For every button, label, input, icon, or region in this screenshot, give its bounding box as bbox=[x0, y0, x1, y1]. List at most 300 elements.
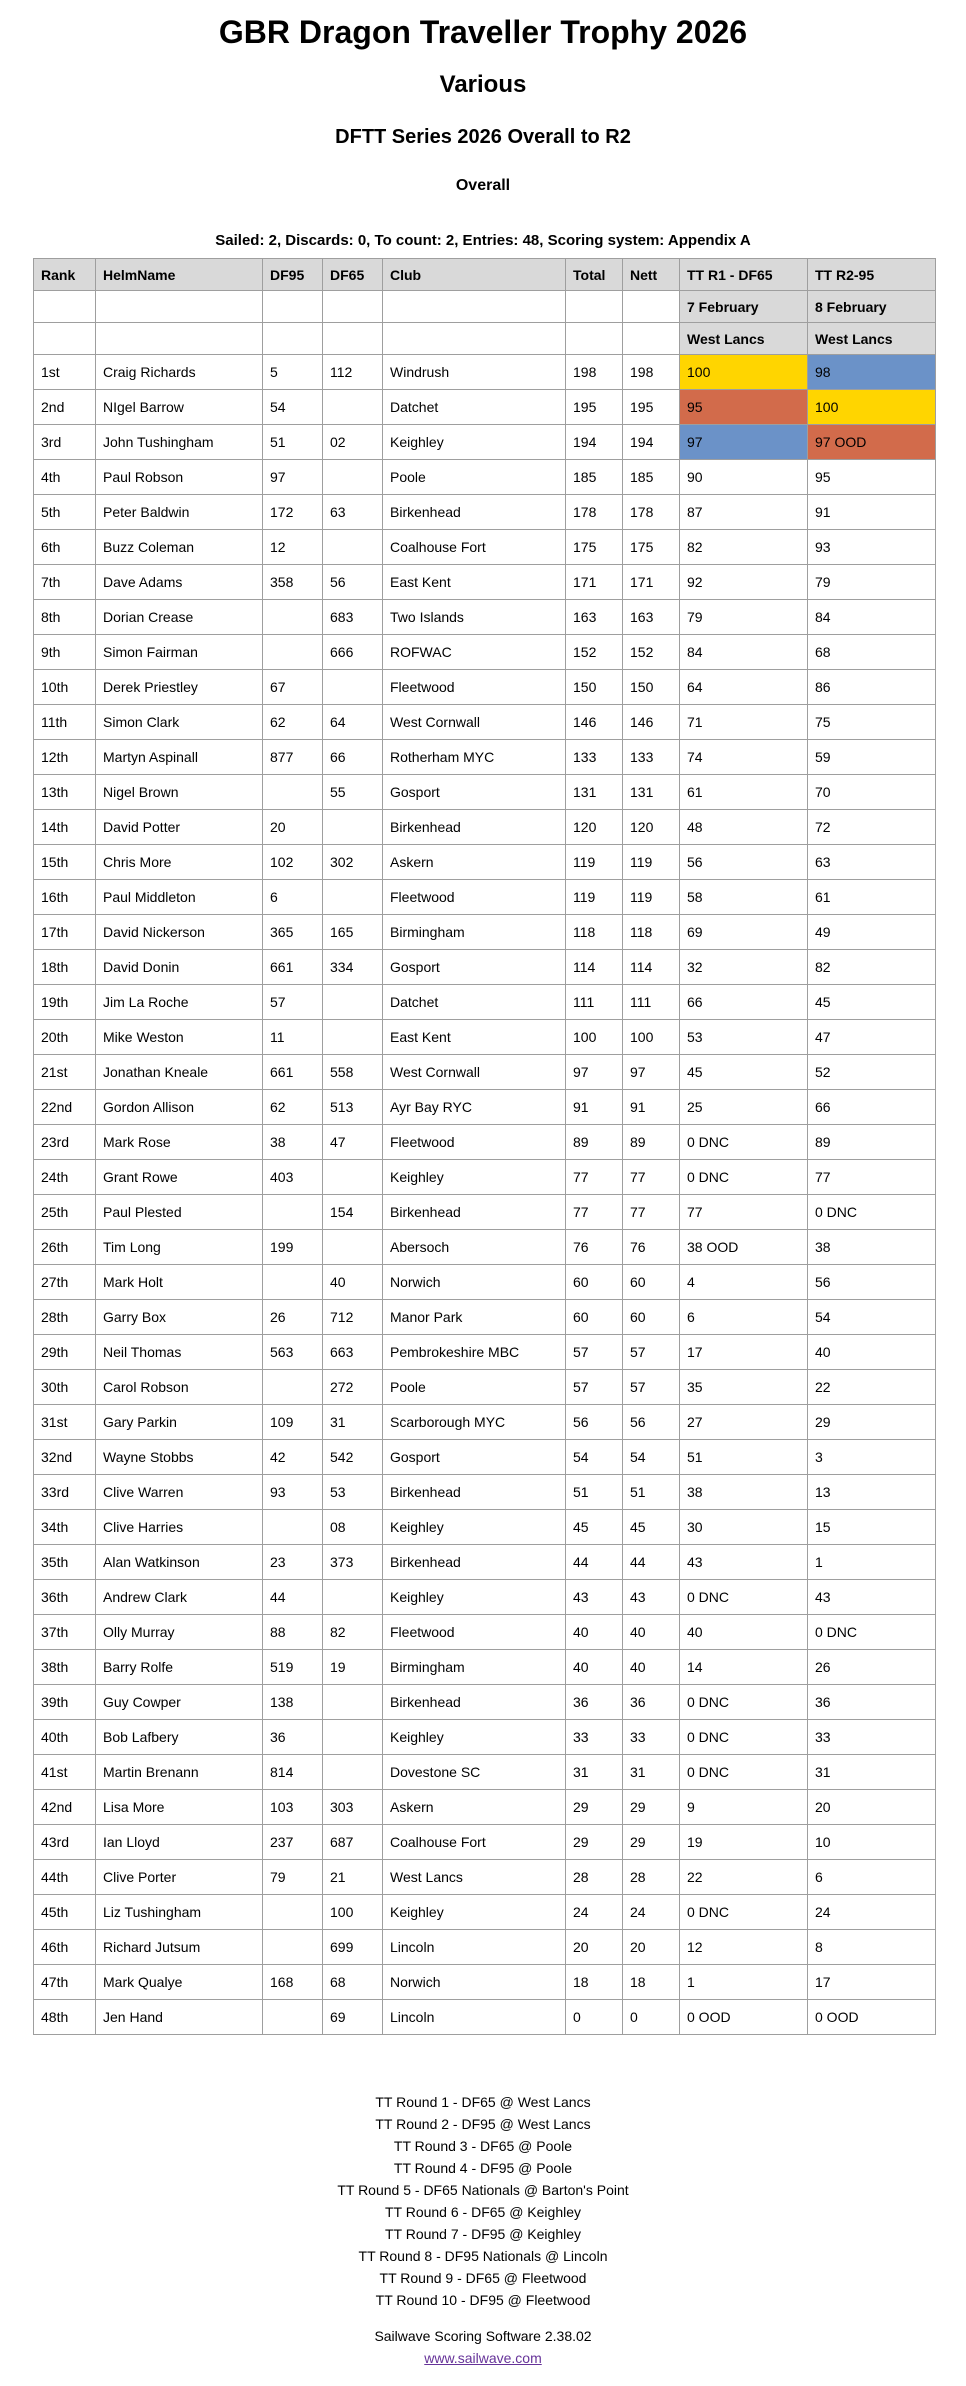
club-cell: Birmingham bbox=[383, 915, 566, 950]
race2-score-cell: 22 bbox=[808, 1370, 936, 1405]
club-cell: ROFWAC bbox=[383, 635, 566, 670]
df65-sail-number-cell: 64 bbox=[323, 705, 383, 740]
total-points-cell: 60 bbox=[566, 1300, 623, 1335]
total-points-cell: 171 bbox=[566, 565, 623, 600]
round-line: TT Round 9 - DF65 @ Fleetwood bbox=[379, 2270, 587, 2286]
race2-score-cell: 33 bbox=[808, 1720, 936, 1755]
total-points-cell: 77 bbox=[566, 1160, 623, 1195]
club-cell: Dovestone SC bbox=[383, 1755, 566, 1790]
race-venue-row bbox=[34, 323, 936, 355]
race2-score-cell: 95 bbox=[808, 460, 936, 495]
club-cell: East Kent bbox=[383, 565, 566, 600]
race2-score-cell: 3 bbox=[808, 1440, 936, 1475]
total-points-cell: 76 bbox=[566, 1230, 623, 1265]
result-row bbox=[34, 635, 936, 670]
race1-score-cell: 0 DNC bbox=[680, 1685, 808, 1720]
df95-sail-number-cell: 814 bbox=[263, 1755, 323, 1790]
race1-score-cell: 56 bbox=[680, 845, 808, 880]
helm-name-cell: Wayne Stobbs bbox=[96, 1440, 263, 1475]
total-points-cell: 54 bbox=[566, 1440, 623, 1475]
result-row bbox=[34, 530, 936, 565]
df65-sail-number-cell: 513 bbox=[323, 1090, 383, 1125]
nett-points-cell: 29 bbox=[623, 1825, 680, 1860]
nett-points-cell: 100 bbox=[623, 1020, 680, 1055]
empty-cell bbox=[323, 291, 383, 323]
total-points-cell: 150 bbox=[566, 670, 623, 705]
rank-cell: 45th bbox=[34, 1895, 96, 1930]
race1-score-cell: 40 bbox=[680, 1615, 808, 1650]
nett-points-cell: 195 bbox=[623, 390, 680, 425]
empty-cell bbox=[96, 323, 263, 355]
total-points-cell: 29 bbox=[566, 1790, 623, 1825]
race2-score-cell: 82 bbox=[808, 950, 936, 985]
round-line: TT Round 5 - DF65 Nationals @ Barton's Point bbox=[337, 2182, 629, 2198]
race1-score-cell: 77 bbox=[680, 1195, 808, 1230]
total-points-cell: 51 bbox=[566, 1475, 623, 1510]
race2-score-cell: 45 bbox=[808, 985, 936, 1020]
df95-sail-number-cell: 20 bbox=[263, 810, 323, 845]
helm-name-cell: Jen Hand bbox=[96, 2000, 263, 2035]
race1-score-cell: 71 bbox=[680, 705, 808, 740]
helm-name-cell: Richard Jutsum bbox=[96, 1930, 263, 1965]
df95-sail-number-cell: 199 bbox=[263, 1230, 323, 1265]
df95-sail-number-cell bbox=[263, 1930, 323, 1965]
result-row bbox=[34, 985, 936, 1020]
rank-cell: 18th bbox=[34, 950, 96, 985]
result-row bbox=[34, 460, 936, 495]
nett-points-cell: 120 bbox=[623, 810, 680, 845]
rank-cell: 6th bbox=[34, 530, 96, 565]
race1-score-cell: 43 bbox=[680, 1545, 808, 1580]
race1-score-cell: 0 DNC bbox=[680, 1895, 808, 1930]
race1-score-cell: 100 bbox=[680, 355, 808, 390]
nett-points-cell: 111 bbox=[623, 985, 680, 1020]
col-header-nett: Nett bbox=[623, 259, 680, 291]
race1-score-cell: 0 DNC bbox=[680, 1580, 808, 1615]
race2-score-cell: 89 bbox=[808, 1125, 936, 1160]
helm-name-cell: Buzz Coleman bbox=[96, 530, 263, 565]
race2-score-cell: 0 DNC bbox=[808, 1195, 936, 1230]
total-points-cell: 36 bbox=[566, 1685, 623, 1720]
df65-sail-number-cell: 272 bbox=[323, 1370, 383, 1405]
df95-sail-number-cell: 42 bbox=[263, 1440, 323, 1475]
result-row bbox=[34, 1440, 936, 1475]
df65-sail-number-cell bbox=[323, 460, 383, 495]
df65-sail-number-cell: 63 bbox=[323, 495, 383, 530]
rank-cell: 26th bbox=[34, 1230, 96, 1265]
result-row bbox=[34, 1090, 936, 1125]
round-line: TT Round 8 - DF95 Nationals @ Lincoln bbox=[358, 2248, 608, 2264]
df95-sail-number-cell: 44 bbox=[263, 1580, 323, 1615]
race1-score-cell: 95 bbox=[680, 390, 808, 425]
df95-sail-number-cell: 6 bbox=[263, 880, 323, 915]
nett-points-cell: 163 bbox=[623, 600, 680, 635]
race1-score-cell: 14 bbox=[680, 1650, 808, 1685]
total-points-cell: 146 bbox=[566, 705, 623, 740]
race2-score-cell: 31 bbox=[808, 1755, 936, 1790]
total-points-cell: 118 bbox=[566, 915, 623, 950]
total-points-cell: 20 bbox=[566, 1930, 623, 1965]
helm-name-cell: Craig Richards bbox=[96, 355, 263, 390]
helm-name-cell: Lisa More bbox=[96, 1790, 263, 1825]
df95-sail-number-cell: 358 bbox=[263, 565, 323, 600]
helm-name-cell: Grant Rowe bbox=[96, 1160, 263, 1195]
helm-name-cell: Alan Watkinson bbox=[96, 1545, 263, 1580]
helm-name-cell: Clive Warren bbox=[96, 1475, 263, 1510]
helm-name-cell: Neil Thomas bbox=[96, 1335, 263, 1370]
nett-points-cell: 20 bbox=[623, 1930, 680, 1965]
df95-sail-number-cell bbox=[263, 1895, 323, 1930]
event-title: GBR Dragon Traveller Trophy 2026 bbox=[218, 14, 748, 50]
club-cell: Rotherham MYC bbox=[383, 740, 566, 775]
club-cell: Keighley bbox=[383, 1580, 566, 1615]
rank-cell: 20th bbox=[34, 1020, 96, 1055]
club-cell: Ayr Bay RYC bbox=[383, 1090, 566, 1125]
rank-cell: 25th bbox=[34, 1195, 96, 1230]
club-cell: Datchet bbox=[383, 390, 566, 425]
helm-name-cell: Mark Holt bbox=[96, 1265, 263, 1300]
rank-cell: 10th bbox=[34, 670, 96, 705]
club-cell: Poole bbox=[383, 1370, 566, 1405]
helm-name-cell: Chris More bbox=[96, 845, 263, 880]
race2-score-cell: 24 bbox=[808, 1895, 936, 1930]
nett-points-cell: 56 bbox=[623, 1405, 680, 1440]
empty-cell bbox=[566, 291, 623, 323]
col-header-race1: TT R1 - DF65 bbox=[680, 259, 808, 291]
helm-name-cell: Dave Adams bbox=[96, 565, 263, 600]
result-row bbox=[34, 1055, 936, 1090]
club-cell: Keighley bbox=[383, 1895, 566, 1930]
club-cell: Gosport bbox=[383, 775, 566, 810]
df65-sail-number-cell: 100 bbox=[323, 1895, 383, 1930]
nett-points-cell: 18 bbox=[623, 1965, 680, 2000]
rank-cell: 13th bbox=[34, 775, 96, 810]
helm-name-cell: John Tushingham bbox=[96, 425, 263, 460]
race1-score-cell: 19 bbox=[680, 1825, 808, 1860]
rank-cell: 38th bbox=[34, 1650, 96, 1685]
result-row bbox=[34, 600, 936, 635]
nett-points-cell: 175 bbox=[623, 530, 680, 565]
total-points-cell: 57 bbox=[566, 1370, 623, 1405]
club-cell: West Lancs bbox=[383, 1860, 566, 1895]
df65-sail-number-cell: 303 bbox=[323, 1790, 383, 1825]
result-row bbox=[34, 1685, 936, 1720]
rank-cell: 35th bbox=[34, 1545, 96, 1580]
result-row bbox=[34, 880, 936, 915]
df95-sail-number-cell: 93 bbox=[263, 1475, 323, 1510]
club-cell: Pembrokeshire MBC bbox=[383, 1335, 566, 1370]
helm-name-cell: Dorian Crease bbox=[96, 600, 263, 635]
club-cell: Coalhouse Fort bbox=[383, 530, 566, 565]
total-points-cell: 43 bbox=[566, 1580, 623, 1615]
helm-name-cell: David Potter bbox=[96, 810, 263, 845]
race1-score-cell: 61 bbox=[680, 775, 808, 810]
club-cell: Keighley bbox=[383, 1160, 566, 1195]
nett-points-cell: 146 bbox=[623, 705, 680, 740]
nett-points-cell: 118 bbox=[623, 915, 680, 950]
result-row bbox=[34, 1475, 936, 1510]
df65-sail-number-cell bbox=[323, 1160, 383, 1195]
result-row bbox=[34, 1020, 936, 1055]
df95-sail-number-cell bbox=[263, 1265, 323, 1300]
race1-venue: West Lancs bbox=[680, 323, 808, 355]
club-cell: Keighley bbox=[383, 425, 566, 460]
race1-score-cell: 38 bbox=[680, 1475, 808, 1510]
result-row bbox=[34, 1580, 936, 1615]
df65-sail-number-cell: 08 bbox=[323, 1510, 383, 1545]
result-row bbox=[34, 1825, 936, 1860]
df95-sail-number-cell: 11 bbox=[263, 1020, 323, 1055]
df95-sail-number-cell bbox=[263, 1195, 323, 1230]
race2-score-cell: 66 bbox=[808, 1090, 936, 1125]
df65-sail-number-cell bbox=[323, 810, 383, 845]
race1-score-cell: 69 bbox=[680, 915, 808, 950]
helm-name-cell: Clive Porter bbox=[96, 1860, 263, 1895]
page-header bbox=[0, 0, 966, 250]
race2-score-cell: 47 bbox=[808, 1020, 936, 1055]
nett-points-cell: 114 bbox=[623, 950, 680, 985]
helm-name-cell: Carol Robson bbox=[96, 1370, 263, 1405]
df95-sail-number-cell: 403 bbox=[263, 1160, 323, 1195]
result-row bbox=[34, 390, 936, 425]
total-points-cell: 44 bbox=[566, 1545, 623, 1580]
helm-name-cell: Gary Parkin bbox=[96, 1405, 263, 1440]
result-row bbox=[34, 425, 936, 460]
df65-sail-number-cell: 154 bbox=[323, 1195, 383, 1230]
nett-points-cell: 178 bbox=[623, 495, 680, 530]
rank-cell: 32nd bbox=[34, 1440, 96, 1475]
rank-cell: 16th bbox=[34, 880, 96, 915]
df65-sail-number-cell: 19 bbox=[323, 1650, 383, 1685]
race2-score-cell: 17 bbox=[808, 1965, 936, 2000]
race1-score-cell: 0 DNC bbox=[680, 1160, 808, 1195]
nett-points-cell: 198 bbox=[623, 355, 680, 390]
club-cell: Birkenhead bbox=[383, 810, 566, 845]
club-cell: Askern bbox=[383, 1790, 566, 1825]
nett-points-cell: 33 bbox=[623, 1720, 680, 1755]
nett-points-cell: 119 bbox=[623, 845, 680, 880]
df65-sail-number-cell: 53 bbox=[323, 1475, 383, 1510]
df95-sail-number-cell: 51 bbox=[263, 425, 323, 460]
race1-score-cell: 84 bbox=[680, 635, 808, 670]
df65-sail-number-cell: 40 bbox=[323, 1265, 383, 1300]
total-points-cell: 111 bbox=[566, 985, 623, 1020]
df65-sail-number-cell: 31 bbox=[323, 1405, 383, 1440]
club-cell: Fleetwood bbox=[383, 880, 566, 915]
helm-name-cell: David Nickerson bbox=[96, 915, 263, 950]
df65-sail-number-cell: 82 bbox=[323, 1615, 383, 1650]
rank-cell: 47th bbox=[34, 1965, 96, 2000]
total-points-cell: 40 bbox=[566, 1650, 623, 1685]
result-row bbox=[34, 915, 936, 950]
rank-cell: 29th bbox=[34, 1335, 96, 1370]
df65-sail-number-cell: 56 bbox=[323, 565, 383, 600]
result-row bbox=[34, 1755, 936, 1790]
empty-cell bbox=[34, 323, 96, 355]
race1-score-cell: 48 bbox=[680, 810, 808, 845]
df65-sail-number-cell: 165 bbox=[323, 915, 383, 950]
df65-sail-number-cell: 68 bbox=[323, 1965, 383, 2000]
total-points-cell: 195 bbox=[566, 390, 623, 425]
col-header-race2: TT R2-95 bbox=[808, 259, 936, 291]
club-cell: Norwich bbox=[383, 1965, 566, 2000]
helm-name-cell: Guy Cowper bbox=[96, 1685, 263, 1720]
nett-points-cell: 131 bbox=[623, 775, 680, 810]
nett-points-cell: 29 bbox=[623, 1790, 680, 1825]
nett-points-cell: 0 bbox=[623, 2000, 680, 2035]
total-points-cell: 163 bbox=[566, 600, 623, 635]
race2-score-cell: 86 bbox=[808, 670, 936, 705]
result-row bbox=[34, 705, 936, 740]
race1-score-cell: 51 bbox=[680, 1440, 808, 1475]
rank-cell: 5th bbox=[34, 495, 96, 530]
race1-score-cell: 0 DNC bbox=[680, 1720, 808, 1755]
total-points-cell: 0 bbox=[566, 2000, 623, 2035]
race2-score-cell: 13 bbox=[808, 1475, 936, 1510]
result-row bbox=[34, 1125, 936, 1160]
club-cell: West Cornwall bbox=[383, 1055, 566, 1090]
race2-score-cell: 97 OOD bbox=[808, 425, 936, 460]
nett-points-cell: 40 bbox=[623, 1650, 680, 1685]
nett-points-cell: 77 bbox=[623, 1195, 680, 1230]
race1-score-cell: 97 bbox=[680, 425, 808, 460]
total-points-cell: 119 bbox=[566, 880, 623, 915]
nett-points-cell: 152 bbox=[623, 635, 680, 670]
total-points-cell: 185 bbox=[566, 460, 623, 495]
df95-sail-number-cell: 109 bbox=[263, 1405, 323, 1440]
df65-sail-number-cell: 112 bbox=[323, 355, 383, 390]
round-line: TT Round 10 - DF95 @ Fleetwood bbox=[375, 2292, 591, 2308]
rank-cell: 3rd bbox=[34, 425, 96, 460]
nett-points-cell: 57 bbox=[623, 1335, 680, 1370]
df65-sail-number-cell: 21 bbox=[323, 1860, 383, 1895]
round-line: TT Round 3 - DF65 @ Poole bbox=[393, 2138, 573, 2154]
club-cell: Birkenhead bbox=[383, 1545, 566, 1580]
race1-score-cell: 6 bbox=[680, 1300, 808, 1335]
result-row bbox=[34, 1160, 936, 1195]
result-row bbox=[34, 1860, 936, 1895]
result-row bbox=[34, 810, 936, 845]
total-points-cell: 24 bbox=[566, 1895, 623, 1930]
df95-sail-number-cell: 26 bbox=[263, 1300, 323, 1335]
sailwave-link[interactable]: www.sailwave.com bbox=[424, 2350, 542, 2366]
df95-sail-number-cell: 12 bbox=[263, 530, 323, 565]
df95-sail-number-cell: 172 bbox=[263, 495, 323, 530]
nett-points-cell: 119 bbox=[623, 880, 680, 915]
df65-sail-number-cell: 666 bbox=[323, 635, 383, 670]
race2-venue: West Lancs bbox=[808, 323, 936, 355]
rank-cell: 9th bbox=[34, 635, 96, 670]
race2-score-cell: 59 bbox=[808, 740, 936, 775]
result-row bbox=[34, 845, 936, 880]
helm-name-cell: Simon Clark bbox=[96, 705, 263, 740]
empty-cell bbox=[383, 291, 566, 323]
df65-sail-number-cell: 55 bbox=[323, 775, 383, 810]
club-cell: Birkenhead bbox=[383, 1195, 566, 1230]
club-cell: Birmingham bbox=[383, 1650, 566, 1685]
race-date-row bbox=[34, 291, 936, 323]
nett-points-cell: 150 bbox=[623, 670, 680, 705]
club-cell: Norwich bbox=[383, 1265, 566, 1300]
total-points-cell: 60 bbox=[566, 1265, 623, 1300]
race2-score-cell: 40 bbox=[808, 1335, 936, 1370]
df95-sail-number-cell: 23 bbox=[263, 1545, 323, 1580]
round-list bbox=[0, 2091, 966, 2311]
club-cell: Askern bbox=[383, 845, 566, 880]
result-row bbox=[34, 740, 936, 775]
total-points-cell: 57 bbox=[566, 1335, 623, 1370]
club-cell: Gosport bbox=[383, 950, 566, 985]
col-header-total: Total bbox=[566, 259, 623, 291]
nett-points-cell: 51 bbox=[623, 1475, 680, 1510]
race2-score-cell: 93 bbox=[808, 530, 936, 565]
empty-cell bbox=[383, 323, 566, 355]
df95-sail-number-cell: 5 bbox=[263, 355, 323, 390]
df95-sail-number-cell: 62 bbox=[263, 705, 323, 740]
result-row bbox=[34, 1230, 936, 1265]
result-row bbox=[34, 1335, 936, 1370]
nett-points-cell: 57 bbox=[623, 1370, 680, 1405]
nett-points-cell: 76 bbox=[623, 1230, 680, 1265]
race1-score-cell: 58 bbox=[680, 880, 808, 915]
race2-score-cell: 63 bbox=[808, 845, 936, 880]
nett-points-cell: 77 bbox=[623, 1160, 680, 1195]
rank-cell: 1st bbox=[34, 355, 96, 390]
rank-cell: 22nd bbox=[34, 1090, 96, 1125]
result-row bbox=[34, 495, 936, 530]
race1-score-cell: 12 bbox=[680, 1930, 808, 1965]
df65-sail-number-cell: 683 bbox=[323, 600, 383, 635]
result-row bbox=[34, 1615, 936, 1650]
total-points-cell: 100 bbox=[566, 1020, 623, 1055]
result-row bbox=[34, 1965, 936, 2000]
total-points-cell: 77 bbox=[566, 1195, 623, 1230]
race1-score-cell: 30 bbox=[680, 1510, 808, 1545]
race2-score-cell: 43 bbox=[808, 1580, 936, 1615]
df95-sail-number-cell: 54 bbox=[263, 390, 323, 425]
round-line: TT Round 2 - DF95 @ West Lancs bbox=[375, 2116, 591, 2132]
total-points-cell: 56 bbox=[566, 1405, 623, 1440]
helm-name-cell: Liz Tushingham bbox=[96, 1895, 263, 1930]
race2-score-cell: 84 bbox=[808, 600, 936, 635]
helm-name-cell: Jim La Roche bbox=[96, 985, 263, 1020]
club-cell: East Kent bbox=[383, 1020, 566, 1055]
df65-sail-number-cell: 69 bbox=[323, 2000, 383, 2035]
df65-sail-number-cell bbox=[323, 985, 383, 1020]
nett-points-cell: 194 bbox=[623, 425, 680, 460]
race2-score-cell: 56 bbox=[808, 1265, 936, 1300]
df95-sail-number-cell: 168 bbox=[263, 1965, 323, 2000]
rank-cell: 11th bbox=[34, 705, 96, 740]
empty-cell bbox=[623, 323, 680, 355]
df95-sail-number-cell: 103 bbox=[263, 1790, 323, 1825]
result-row bbox=[34, 950, 936, 985]
club-cell: Fleetwood bbox=[383, 670, 566, 705]
nett-points-cell: 28 bbox=[623, 1860, 680, 1895]
race2-score-cell: 8 bbox=[808, 1930, 936, 1965]
nett-points-cell: 185 bbox=[623, 460, 680, 495]
df65-sail-number-cell bbox=[323, 1020, 383, 1055]
race1-score-cell: 9 bbox=[680, 1790, 808, 1825]
race2-score-cell: 70 bbox=[808, 775, 936, 810]
result-row bbox=[34, 1370, 936, 1405]
race1-date: 7 February bbox=[680, 291, 808, 323]
df65-sail-number-cell: 699 bbox=[323, 1930, 383, 1965]
rank-cell: 41st bbox=[34, 1755, 96, 1790]
rank-cell: 30th bbox=[34, 1370, 96, 1405]
df95-sail-number-cell: 237 bbox=[263, 1825, 323, 1860]
helm-name-cell: Paul Middleton bbox=[96, 880, 263, 915]
